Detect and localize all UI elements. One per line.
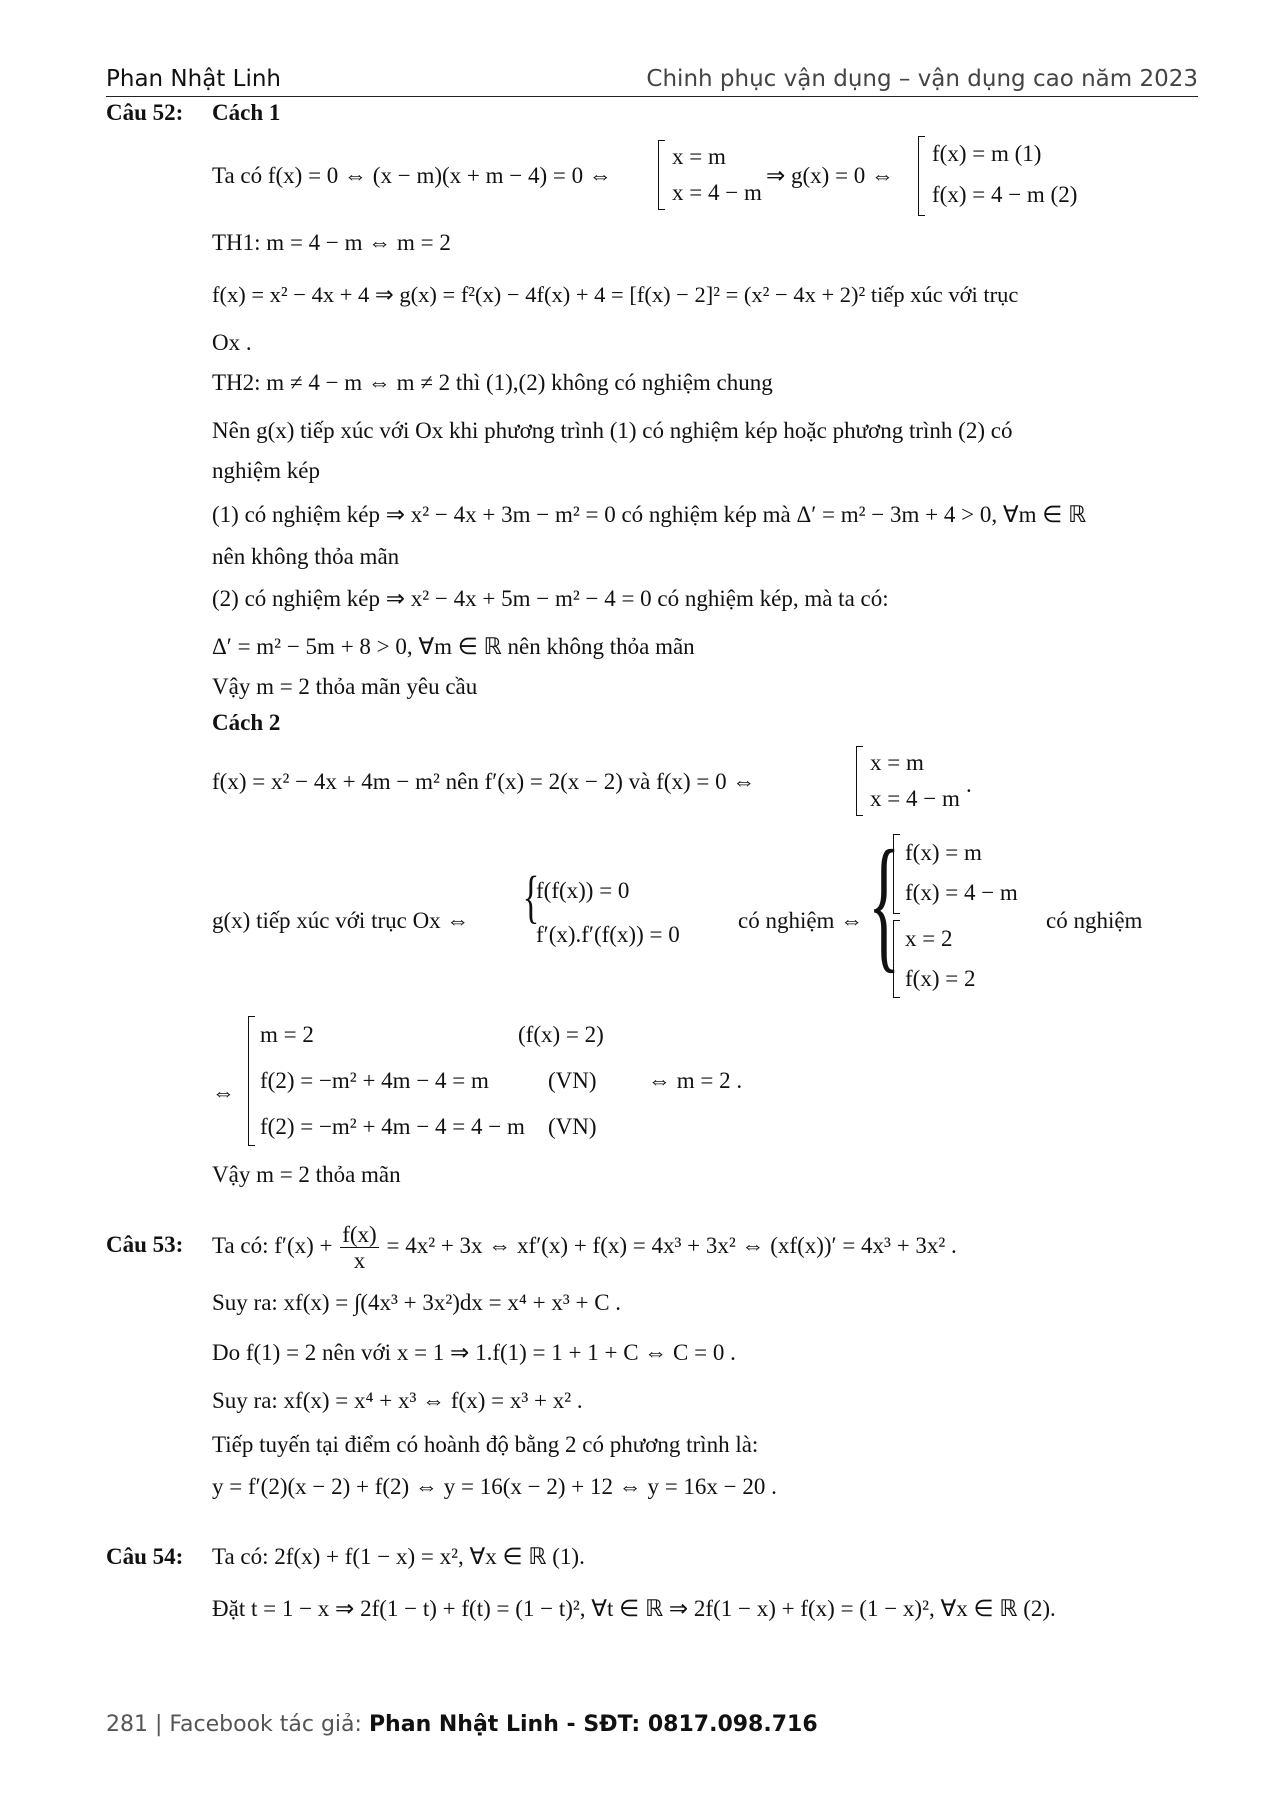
q52-r-3-note: (VN) <box>548 1114 597 1139</box>
q52-conclusion-1: Vậy m = 2 thỏa mãn yêu cầu <box>212 674 478 699</box>
q53-line-6: y = f′(2)(x − 2) + f(2) ⇔ y = 16(x − 2) + 12 ⇔ y = 16x − 20 . <box>212 1474 777 1499</box>
q52-method-2: Cách 2 <box>212 710 281 735</box>
footer-author: Phan Nhật Linh - SĐT: 0817.098.716 <box>368 1712 818 1737</box>
q53-line-1a: Ta có: f′(x) + <box>212 1233 333 1259</box>
q52-case2-a: (2) có nghiệm kép ⇒ x² − 4x + 5m − m² − 4 = 0 có nghiệm kép, mà ta có: <box>212 586 889 611</box>
q52-r-3: f(2) = −m² + 4m − 4 = 4 − m <box>260 1114 525 1139</box>
page-number: 281 <box>106 1712 148 1737</box>
case-bracket <box>658 140 665 210</box>
q52-case-1: x = m <box>672 144 726 169</box>
case-bracket <box>893 920 900 998</box>
q52-system-1: f(f(x)) = 0 <box>536 878 630 903</box>
q52-m2-case-2: x = 4 − m <box>870 786 960 811</box>
q53-line-2: Suy ra: xf(x) = ∫(4x³ + 3x²)dx = x⁴ + x³ + C . <box>212 1290 622 1315</box>
page-footer <box>106 1712 818 1737</box>
q52-t-4: f(x) = 2 <box>905 966 976 991</box>
q52-m2-a: f(x) = x² − 4x + 4m − m² nên f′(x) = 2(x − 2) và f(x) = 0 ⇔ <box>212 769 756 794</box>
q52-r-result: ⇔ m = 2 . <box>648 1068 743 1093</box>
q52-nen-2: nghiệm kép <box>212 458 320 483</box>
page-header <box>106 62 1198 97</box>
q52-m2-case-1: x = m <box>870 750 924 775</box>
q53-line-3: Do f(1) = 2 nên với x = 1 ⇒ 1.f(1) = 1 + 1 + C ⇔ C = 0 . <box>212 1340 736 1365</box>
q52-case-4: f(x) = 4 − m (2) <box>932 182 1078 207</box>
q54-line-2: Đặt t = 1 − x ⇒ 2f(1 − t) + f(t) = (1 − t)², ∀t ∈ ℝ ⇒ 2f(1 − x) + f(x) = (1 − x)², ∀x ∈ ℝ (2). <box>212 1596 1056 1621</box>
q52-r-1: m = 2 <box>260 1022 314 1047</box>
q52-r-1-note: (f(x) = 2) <box>518 1022 604 1047</box>
q52-r-arrow: ⇔ <box>212 1080 235 1105</box>
case-bracket <box>918 136 925 216</box>
q52-case-3: f(x) = m (1) <box>932 141 1042 166</box>
system-brace: { <box>868 820 901 986</box>
header-title: Chinh phục vận dụng – vận dụng cao năm 2023 <box>646 66 1198 92</box>
q53-line-1 <box>212 1222 957 1274</box>
q52-case2-b: Δ′ = m² − 5m + 8 > 0, ∀m ∈ ℝ nên không thỏa mãn <box>212 634 695 659</box>
q52-g-c: có nghiệm <box>1046 908 1143 933</box>
q52-th1: TH1: m = 4 − m ⇔ m = 2 <box>212 230 451 255</box>
case-bracket <box>248 1016 255 1146</box>
q52-g-b: có nghiệm ⇔ <box>738 908 864 933</box>
q52-case-2: x = 4 − m <box>672 180 762 205</box>
footer-separator: | <box>148 1712 170 1737</box>
question-52-label: Câu 52: <box>106 100 184 125</box>
question-53-label: Câu 53: <box>106 1232 184 1257</box>
q52-nen-1: Nên g(x) tiếp xúc với Ox khi phương trình (1) có nghiệm kép hoặc phương trình (2) có <box>212 418 1013 443</box>
case-bracket <box>856 746 863 816</box>
q52-r-2: f(2) = −m² + 4m − 4 = m <box>260 1068 489 1093</box>
q52-th2: TH2: m ≠ 4 − m ⇔ m ≠ 2 thì (1),(2) không có nghiệm chung <box>212 370 773 395</box>
q53-fraction <box>340 1222 378 1274</box>
q52-t-3: x = 2 <box>905 926 953 951</box>
q52-line-1a: Ta có f(x) = 0 ⇔ (x − m)(x + m − 4) = 0 ⇔ <box>212 163 612 188</box>
q52-case1-a: (1) có nghiệm kép ⇒ x² − 4x + 3m − m² = 0 có nghiệm kép mà Δ′ = m² − 3m + 4 > 0, ∀m ∈ ℝ <box>212 502 1087 527</box>
q52-conclusion-2: Vậy m = 2 thỏa mãn <box>212 1162 401 1187</box>
q52-case1-b: nên không thỏa mãn <box>212 544 400 569</box>
case-bracket <box>893 834 900 914</box>
q52-t-2: f(x) = 4 − m <box>905 880 1018 905</box>
footer-label: Facebook tác giả: <box>169 1712 369 1737</box>
q52-t-1: f(x) = m <box>905 840 982 865</box>
q52-g-a: g(x) tiếp xúc với trục Ox ⇔ <box>212 908 470 933</box>
q53-line-5: Tiếp tuyến tại điểm có hoành độ bằng 2 có phương trình là: <box>212 1432 759 1457</box>
q52-method-1: Cách 1 <box>212 100 281 125</box>
q53-line-4: Suy ra: xf(x) = x⁴ + x³ ⇔ f(x) = x³ + x² . <box>212 1388 583 1413</box>
question-54-label: Câu 54: <box>106 1544 184 1569</box>
q53-line-1b: = 4x² + 3x ⇔ xf′(x) + f(x) = 4x³ + 3x² ⇔ (xf(x))′ = 4x³ + 3x² . <box>386 1233 957 1259</box>
q52-r-2-note: (VN) <box>548 1068 597 1093</box>
q52-th1-eq: f(x) = x² − 4x + 4 ⇒ g(x) = f²(x) − 4f(x) + 4 = [f(x) − 2]² = (x² − 4x + 2)² tiếp xúc với trục <box>212 282 1019 307</box>
q52-m2-dot: . <box>966 772 972 797</box>
q52-th1-ox: Ox . <box>212 330 252 355</box>
q54-line-1: Ta có: 2f(x) + f(1 − x) = x², ∀x ∈ ℝ (1). <box>212 1544 585 1569</box>
system-brace: { <box>522 864 540 929</box>
q53-fraction-num: f(x) <box>342 1222 377 1247</box>
q52-system-2: f′(x).f′(f(x)) = 0 <box>536 922 680 947</box>
q53-fraction-den: x <box>353 1248 366 1274</box>
q52-line-1b: ⇒ g(x) = 0 ⇔ <box>766 163 895 188</box>
header-author: Phan Nhật Linh <box>106 66 281 92</box>
